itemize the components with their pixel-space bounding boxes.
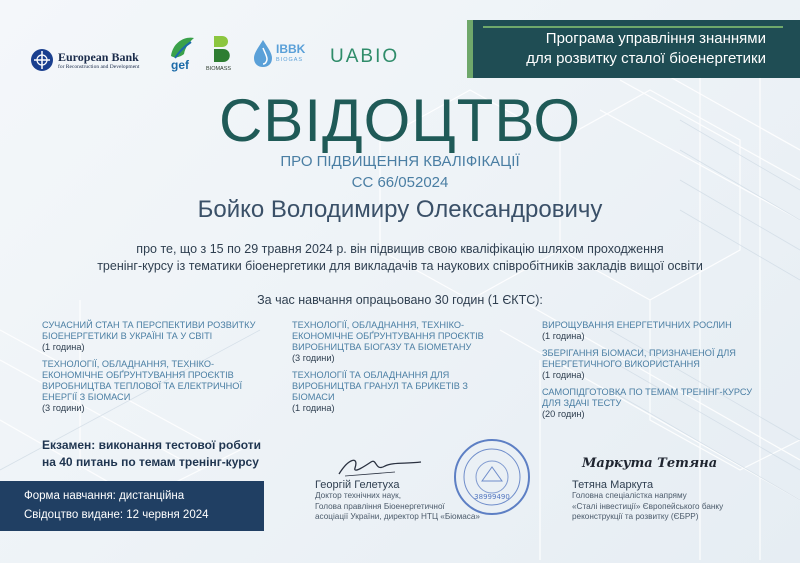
- official-stamp: [452, 437, 532, 517]
- banner-text: [526, 29, 766, 69]
- module-title: ЗБЕРІГАННЯ БІОМАСИ, ПРИЗНАЧЕНОЇ ДЛЯ ЕНЕРГЕТИЧНОГО ВИКОРИСТАННЯ: [542, 348, 736, 369]
- certificate-description: [0, 241, 800, 275]
- module-title: ВИРОЩУВАННЯ ЕНЕРГЕТИЧНИХ РОСЛИН: [542, 320, 732, 330]
- ibbk-sub-label: BIOGAS: [276, 57, 304, 63]
- exam-line-1: Екзамен: виконання тестової роботи: [42, 438, 262, 452]
- stamp-code: 38999490: [474, 493, 510, 501]
- ibbk-drop-icon: [252, 38, 274, 68]
- gef-label: gef: [171, 58, 189, 72]
- module-item: [292, 320, 502, 364]
- exam-line-2: на 40 питань по темам тренінг-курсу: [42, 455, 259, 469]
- module-item: [542, 387, 757, 420]
- hours-summary: За час навчання опрацьовано 30 годин (1 ЄКТС):: [257, 293, 543, 307]
- biomass-label: BIOMASS: [206, 66, 232, 72]
- module-hours: (3 години): [42, 403, 85, 413]
- signature-1-graphic: [335, 452, 425, 482]
- description-line-2: тренінг-курсу із тематики біоенергетики для викладачів та наукових співробітників закладів вищої освіти: [97, 259, 703, 273]
- ebrd-globe-icon: [30, 48, 54, 72]
- biomass-b-icon: [208, 34, 236, 64]
- uabio-logo: UABIO: [330, 46, 400, 67]
- module-item: [542, 320, 757, 342]
- module-title: ТЕХНОЛОГІЇ ТА ОБЛАДНАННЯ ДЛЯ ВИРОБНИЦТВА ГРАНУЛ ТА БРИКЕТІВ З БІОМАСИ: [292, 370, 468, 402]
- certificate-subtitle: ПРО ПІДВИЩЕННЯ КВАЛІФІКАЦІЇ: [280, 153, 520, 170]
- biomass-logo: [206, 34, 236, 72]
- signatory-2-role-2: «Сталі інвестиції» Європейського банку: [572, 501, 724, 511]
- signatory-1-role-3: асоціації України, директор НТЦ «Біомаса»: [315, 512, 480, 521]
- gef-logo: [167, 34, 197, 72]
- signature-2-handwritten: Маркута Тетяна: [582, 456, 718, 471]
- signatory-2: [572, 479, 723, 523]
- banner-line-2: для розвитку сталої біоенергетики: [526, 50, 766, 67]
- description-line-1: про те, що з 15 по 29 травня 2024 р. він підвищив свою кваліфікацію шляхом проходження: [136, 242, 664, 256]
- exam-info: [42, 437, 261, 471]
- signatory-1-role-1: Доктор технічних наук,: [315, 491, 402, 500]
- module-hours: (1 година): [542, 331, 585, 341]
- signatory-1-role-2: Голова правління Біоенергетичної: [315, 501, 445, 511]
- module-hours: (1 година): [42, 342, 85, 352]
- certificate-number: СС 66/052024: [351, 174, 449, 191]
- banner-line-1: Програма управління знаннями: [545, 30, 766, 47]
- module-item: [42, 320, 272, 353]
- module-title: ТЕХНОЛОГІЇ, ОБЛАДНАННЯ, ТЕХНІКО-ЕКОНОМІЧНЕ ОБҐРУНТУВАННЯ ПРОЄКТІВ ВИРОБНИЦТВА БІОГАЗУ ТА БІОМЕТАНУ: [292, 320, 484, 352]
- certificate-title: СВІДОЦТВО: [218, 87, 582, 154]
- modules-column-1: [42, 320, 272, 420]
- module-title: САМОПІДГОТОВКА ПО ТЕМАМ ТРЕНІНГ-КУРСУ ДЛЯ ЗДАЧІ ТЕСТУ: [542, 387, 753, 408]
- ebrd-name: European Bank: [58, 50, 139, 64]
- ebrd-subname: for Reconstruction and Development: [58, 64, 140, 70]
- module-item: [292, 370, 502, 414]
- module-title: СУЧАСНИЙ СТАН ТА ПЕРСПЕКТИВИ РОЗВИТКУ БІОЕНЕРГЕТИКИ В УКРАЇНІ ТА У СВІТІ: [42, 320, 256, 341]
- module-hours: (3 години): [292, 353, 335, 363]
- signatory-2-name: Тетяна Маркута: [572, 479, 654, 491]
- recipient-name: Бойко Володимиру Олександровичу: [197, 196, 603, 223]
- ibbk-label: IBBK: [276, 42, 306, 56]
- signatory-2-role-3: реконструкції та розвитку (ЄБРР): [572, 512, 699, 521]
- module-hours: (1 година): [292, 403, 335, 413]
- footer-info-box: [0, 481, 264, 531]
- signatory-1-name: Георгій Гелетуха: [315, 479, 400, 491]
- footer-text: [24, 487, 209, 525]
- module-title: ТЕХНОЛОГІЇ, ОБЛАДНАННЯ, ТЕХНІКО-ЕКОНОМІЧНЕ ОБҐРУНТУВАННЯ ПРОЄКТІВ ВИРОБНИЦТВА ТЕПЛОВОЇ ТА ЕЛЕКТРИЧНОЇ ЕНЕРГІЇ З БІОМАСИ: [42, 359, 243, 402]
- ibbk-logo: [252, 38, 306, 73]
- module-hours: (1 година): [542, 370, 585, 380]
- issue-date: Свідоцтво видане: 12 червня 2024: [24, 509, 209, 521]
- program-banner: [467, 20, 800, 78]
- study-form: Форма навчання: дистанційна: [24, 490, 185, 502]
- modules-column-3: [542, 320, 757, 426]
- module-item: [542, 348, 757, 381]
- module-hours: (20 годин): [542, 409, 585, 419]
- stamp-seal-icon: [452, 437, 532, 517]
- modules-column-2: [292, 320, 502, 420]
- signatory-2-role-1: Головна спеціалістка напряму: [572, 491, 687, 500]
- module-item: [42, 359, 272, 414]
